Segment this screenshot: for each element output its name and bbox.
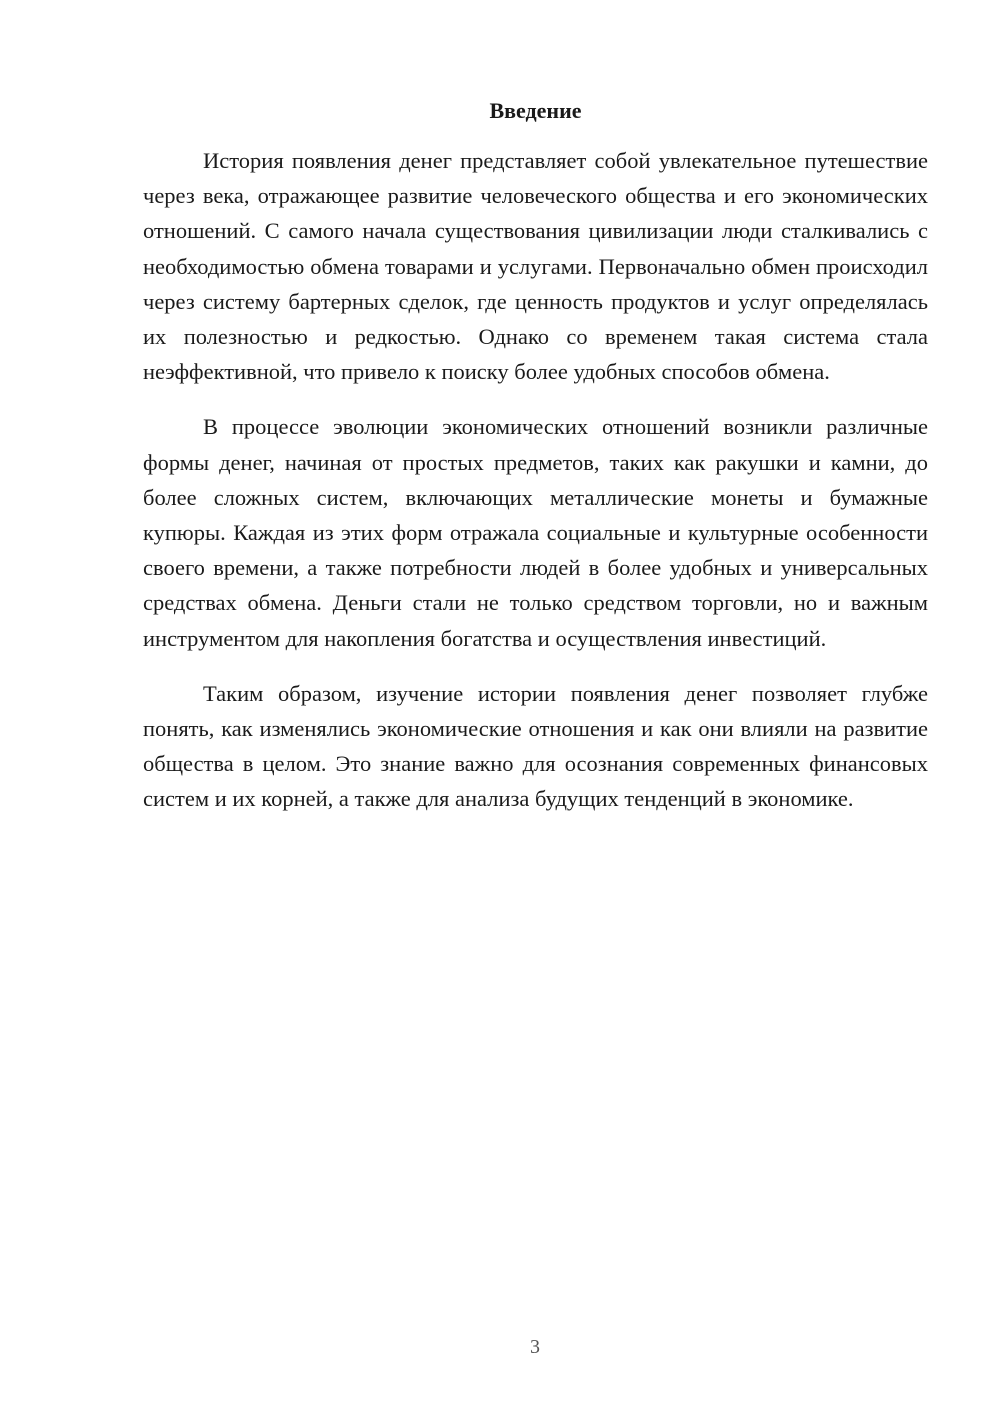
page-number: 3 bbox=[530, 1336, 540, 1358]
section-heading: Введение bbox=[489, 98, 582, 123]
paragraph-3: Таким образом, изучение истории появления денег позволяет глубже понять, как изменялись экономические отношения и как они влияли на развитие общества в целом. Это знание важно для осознания современных финансовых систем и их корней, а также для анализа будущих тенденций в экономике. bbox=[143, 680, 928, 812]
body-text bbox=[143, 143, 928, 837]
paragraph-2: В процессе эволюции экономических отношений возникли различные формы денег, начиная от простых предметов, таких как ракушки и камни, до более сложных систем, включающих металлические монеты и бумажные купюры. Каждая из этих форм отражала социальные и культурные особенности своего времени, а также потребности людей в более удобных и универсальных средствах обмена. Деньги стали не только средством торговли, но и важным инструментом для накопления богатства и осуществления инвестиций. bbox=[143, 414, 928, 651]
paragraph-1: История появления денег представляет собой увлекательное путешествие через века, отражающее развитие человеческого общества и его экономических отношений. С самого начала существования цивилизации люди сталкивались с необходимостью обмена товарами и услугами. Первоначально обмен происходил через систему бартерных сделок, где ценность продуктов и услуг определялась их полезностью и редкостью. Однако со временем такая система стала неэффективной, что привело к поиску более удобных способов обмена. bbox=[143, 148, 928, 385]
